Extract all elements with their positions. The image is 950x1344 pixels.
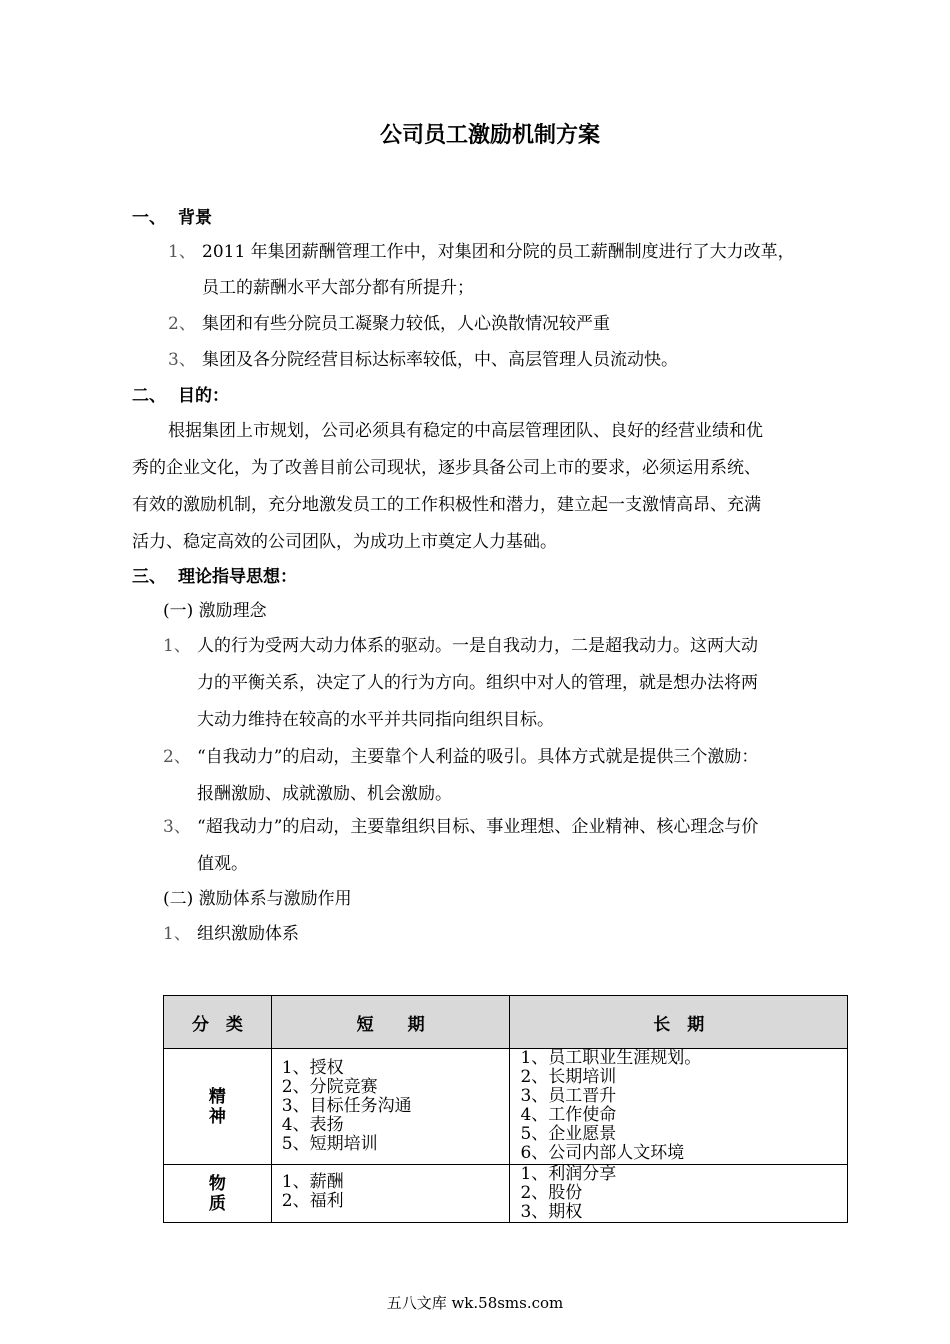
list-item: 1、 2011 年集团薪酬管理工作中，对集团和分院的员工薪酬制度进行了大力改革， (168, 242, 795, 262)
section-2-title: 目的： (178, 386, 229, 406)
list-item: 1、 人的行为受两大动力体系的驱动。一是自我动力，二是超我动力。这两大动 (163, 636, 758, 656)
header-long-term: 长 期 (510, 996, 848, 1049)
paragraph-line: 根据集团上市规划，公司必须具有稳定的中高层管理团队、良好的经营业绩和优 (168, 421, 763, 441)
subsection-heading: (一) 激励理念 (163, 601, 267, 621)
category-cell: 物 质 (164, 1165, 272, 1223)
section-1-title: 背景 (178, 208, 212, 228)
table-row (164, 1049, 848, 1165)
table-row (164, 1165, 848, 1223)
list-item: 3、 “超我动力”的启动，主要靠组织目标、事业理想、企业精神、核心理念与价 (163, 817, 759, 837)
section-3-title: 理论指导思想： (178, 567, 297, 587)
list-item: 2、 “自我动力”的启动，主要靠个人利益的吸引。具体方式就是提供三个激励： (163, 747, 759, 767)
paragraph-line: 活力、稳定高效的公司团队，为成功上市奠定人力基础。 (132, 532, 557, 552)
paragraph-line: 有效的激励机制，充分地激发员工的工作积极性和潜力，建立起一支激情高昂、充满 (132, 495, 761, 515)
short-term-cell: 1、薪酬 2、福利 (271, 1165, 510, 1223)
long-term-cell: 1、利润分享 2、股份 3、期权 (510, 1165, 848, 1223)
list-item: 2、 集团和有些分院员工凝聚力较低，人心涣散情况较严重 (168, 314, 610, 334)
category-cell: 精 神 (164, 1049, 272, 1165)
list-item-continuation: 力的平衡关系，决定了人的行为方向。组织中对人的管理，就是想办法将两 (197, 673, 758, 693)
list-item-continuation: 大动力维持在较高的水平并共同指向组织目标。 (197, 710, 554, 730)
list-item: 1、 组织激励体系 (163, 924, 299, 944)
section-1-number: 一、 (132, 208, 166, 228)
incentive-table (163, 995, 848, 1223)
list-item-continuation: 值观。 (197, 854, 248, 874)
long-term-cell: 1、员工职业生涯规划。 2、长期培训 3、员工晋升 4、工作使命 5、企业愿景 6、公司内部人文环境 (510, 1049, 848, 1165)
paragraph-line: 秀的企业文化，为了改善目前公司现状，逐步具备公司上市的要求，必须运用系统、 (132, 458, 761, 478)
section-3-number: 三、 (132, 567, 166, 587)
page-title: 公司员工激励机制方案 (379, 123, 600, 148)
list-item: 3、 集团及各分院经营目标达标率较低，中、高层管理人员流动快。 (168, 350, 678, 370)
short-term-cell: 1、授权 2、分院竞赛 3、目标任务沟通 4、表扬 5、短期培训 (271, 1049, 510, 1165)
section-1-heading (132, 206, 212, 230)
list-item-continuation: 报酬激励、成就激励、机会激励。 (197, 784, 452, 804)
section-3-heading (132, 565, 297, 589)
subsection-heading: (二) 激励体系与激励作用 (163, 889, 352, 909)
header-short-term: 短 期 (271, 996, 510, 1049)
section-2-heading (132, 384, 229, 408)
list-item-continuation: 员工的薪酬水平大部分都有所提升； (202, 278, 474, 298)
header-category: 分 类 (164, 996, 272, 1049)
table-header-row (164, 996, 848, 1049)
section-2-number: 二、 (132, 386, 166, 406)
footer-watermark: 五八文库 wk.58sms.com (386, 1294, 564, 1312)
